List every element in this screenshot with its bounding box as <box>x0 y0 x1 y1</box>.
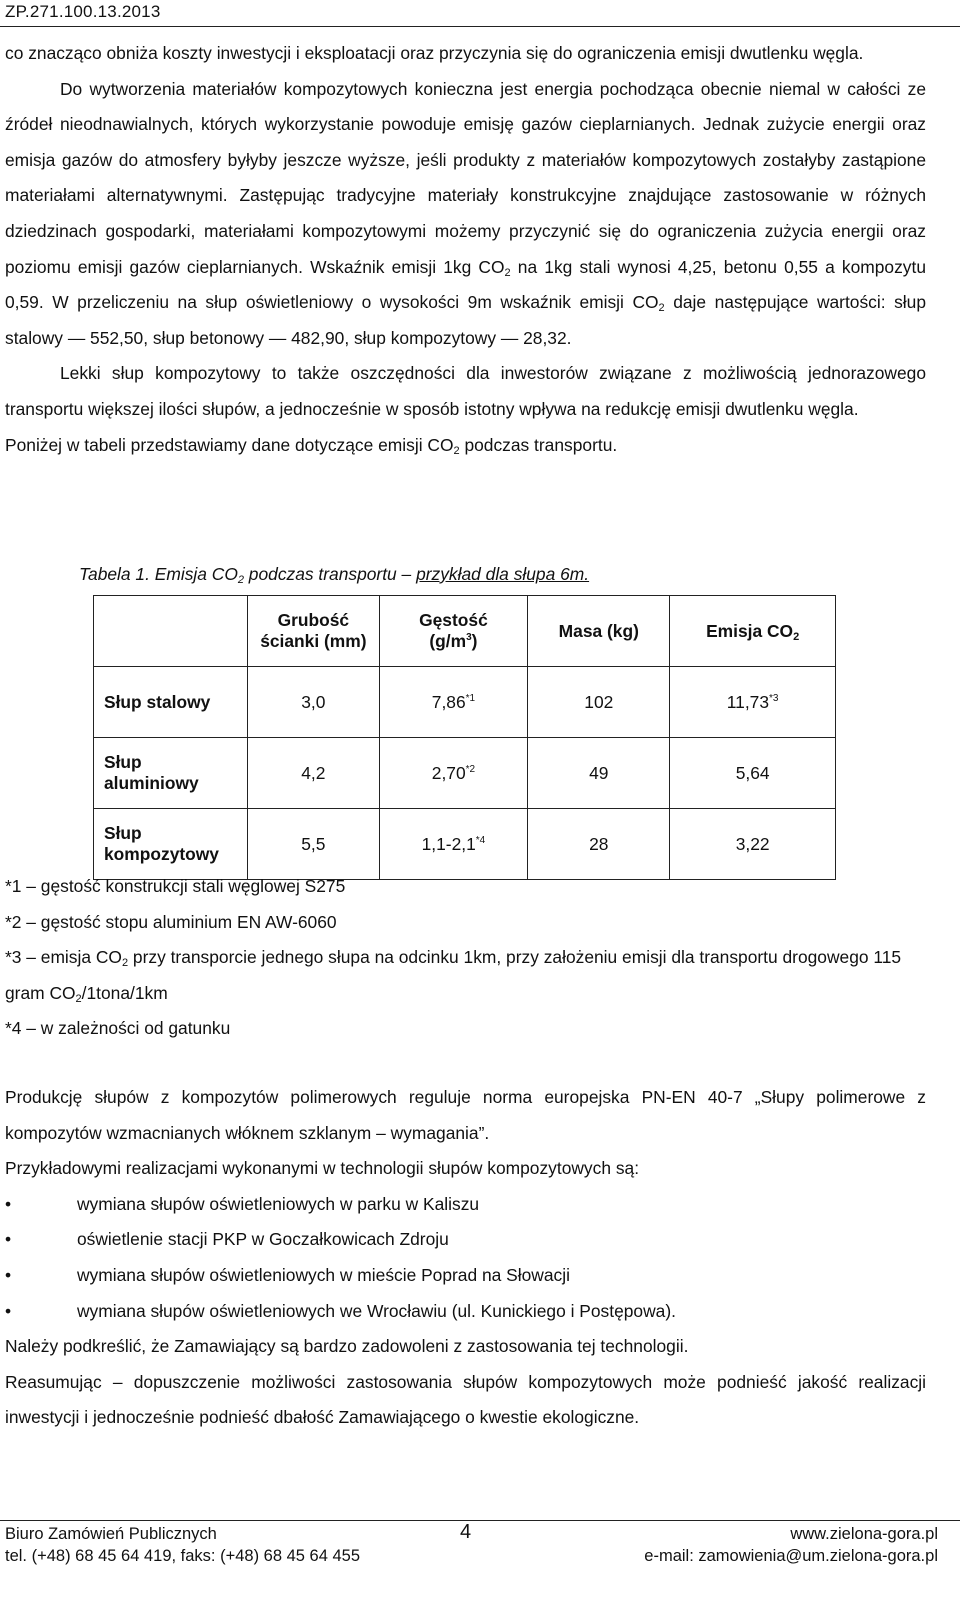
table-caption: Tabela 1. Emisja $CO_2$ podczas transportu – przykład dla słupa 6m. <box>79 564 590 586</box>
list-item: • wymiana słupów oświetleniowych we Wrocławiu (ul. Kunickiego i Postępowa). <box>5 1294 926 1330</box>
footnote-3: *3 – emisja $CO_2$ przy transporcie jednego słupa na odcinku 1km, przy założeniu emisji dla transportu drogowego 115 gram $CO_2/1tona/1km$ <box>5 947 902 1005</box>
row-label: Słup stalowy <box>94 667 248 738</box>
row-label: Słup kompozytowy <box>94 809 248 880</box>
paragraph-energy: Do wytworzenia materiałów kompozytowych konieczna jest energia pochodząca obecnie niemal w całości ze źródeł nieodnawialnych, których wykorzystanie powoduje emisję gazów cieplarnianych. Jednak zużycie energii oraz emisja gazów do atmosfery byłyby jeszcze wyższe, jeśli produkty z materiałów kompozytowych zostałyby zastąpione materiałami alternatywnymi. Zastępując tradycyjne materiały konstrukcyjne znajdujące zastosowanie w różnych dziedzinach gospodarki, materiałami kompozytowymi możemy przyczynić się do ograniczenia zużycia energii oraz poziomu emisji gazów cieplarnianych. Wskaźnik emisji 1kg $CO_2$ na 1kg stali wynosi 4,25, betonu 0,55 a kompozytu 0,59. W przeliczeniu na słup oświetleniowy o wysokości 9m wskaźnik emisji $CO_2$ daje następujące wartości: słup stalowy — 552,50, słup betonowy — 482,90, słup kompozytowy — 28,32. <box>5 78 926 348</box>
footnote-2: *2 – gęstość stopu aluminium EN AW-6060 <box>5 911 337 932</box>
footer-website[interactable]: www.zielona-gora.pl <box>790 1525 938 1543</box>
header-thickness: Grubość ścianki (mm) <box>248 596 379 667</box>
paragraph-summary: Reasumując – dopuszczenie możliwości zastosowania słupów kompozytowych może podnieść jakość realizacji inwestycji i jednocześnie podnieść dbałość Zamawiającego o kwestie ekologiczne. <box>5 1371 926 1428</box>
document-reference: ZP.271.100.13.2013 <box>5 2 161 21</box>
footer-contact <box>5 1523 360 1567</box>
cell-emission: 11,73$^{*3}$ <box>670 667 836 738</box>
header-density: Gęstość $(g/m^3)$ <box>379 596 528 667</box>
header-emission: Emisja $CO_2$ <box>670 596 836 667</box>
footer-email[interactable]: e-mail: zamowienia@um.zielona-gora.pl <box>644 1547 938 1565</box>
footer-office: Biuro Zamówień Publicznych <box>5 1525 217 1543</box>
cell-mass: 102 <box>528 667 670 738</box>
list-item: • oświetlenie stacji PKP w Goczałkowicach Zdroju <box>5 1222 926 1258</box>
emission-table <box>93 595 836 880</box>
paragraph-table-intro: Poniżej w tabeli przedstawiamy dane dotyczące emisji $CO_2$ podczas transportu. <box>5 434 618 457</box>
header-empty-cell <box>94 596 248 667</box>
cell-emission: 5,64 <box>670 738 836 809</box>
table-row <box>94 738 836 809</box>
paragraph-satisfaction: Należy podkreślić, że Zamawiający są bardzo zadowoleni z zastosowania tej technologii. <box>5 1336 689 1357</box>
cell-mass: 49 <box>528 738 670 809</box>
table-footnotes <box>5 869 930 1047</box>
footer-divider <box>0 1520 960 1521</box>
bullet-icon: • <box>5 1193 12 1214</box>
header-mass: Masa (kg) <box>528 596 670 667</box>
bullet-icon: • <box>5 1264 12 1285</box>
cell-density: 1,1-2,1$^{*4}$ <box>379 809 528 880</box>
footer-phone: tel. (+48) 68 45 64 419, faks: (+48) 68 45 64 455 <box>5 1547 360 1565</box>
paragraph-standard: Produkcję słupów z kompozytów polimerowych reguluje norma europejska PN-EN 40-7 „Słupy polimerowe z kompozytów wzmacnianych włóknem szklanym – wymagania”. <box>5 1087 926 1143</box>
lower-text <box>5 1080 926 1436</box>
body-text <box>5 36 926 463</box>
page-number: 4 <box>460 1521 472 1543</box>
table-header-row <box>94 596 836 667</box>
footnote-1: *1 – gęstość konstrukcji stali węglowej S275 <box>5 876 346 896</box>
cell-emission: 3,22 <box>670 809 836 880</box>
cell-mass: 28 <box>528 809 670 880</box>
paragraph-lightweight: Lekki słup kompozytowy to także oszczędności dla inwestorów związane z możliwością jednorazowego transportu większej ilości słupów, a jednocześnie w sposób istotny wpływa na redukcję emisji dwutlenku węgla. <box>5 363 926 419</box>
paragraph-examples-intro: Przykładowymi realizacjami wykonanymi w technologii słupów kompozytowych są: <box>5 1158 640 1179</box>
bullet-icon: • <box>5 1229 12 1250</box>
footnote-4: *4 – w zależności od gatunku <box>5 1018 231 1038</box>
cell-density: 2,70$^{*2}$ <box>379 738 528 809</box>
cell-thickness: 4,2 <box>248 738 379 809</box>
footer-web <box>644 1523 938 1567</box>
list-item: • wymiana słupów oświetleniowych w parku w Kaliszu <box>5 1187 926 1223</box>
cell-thickness: 3,0 <box>248 667 379 738</box>
cell-thickness: 5,5 <box>248 809 379 880</box>
cell-density: 7,86$^{*1}$ <box>379 667 528 738</box>
row-label: Słup aluminiowy <box>94 738 248 809</box>
list-item: • wymiana słupów oświetleniowych w mieście Poprad na Słowacji <box>5 1258 926 1294</box>
bullet-icon: • <box>5 1300 12 1321</box>
paragraph-intro: co znacząco obniża koszty inwestycji i eksploatacji oraz przyczynia się do ograniczenia emisji dwutlenku węgla. <box>5 43 864 63</box>
header-divider <box>0 26 960 27</box>
examples-list <box>5 1187 926 1329</box>
table-row <box>94 667 836 738</box>
